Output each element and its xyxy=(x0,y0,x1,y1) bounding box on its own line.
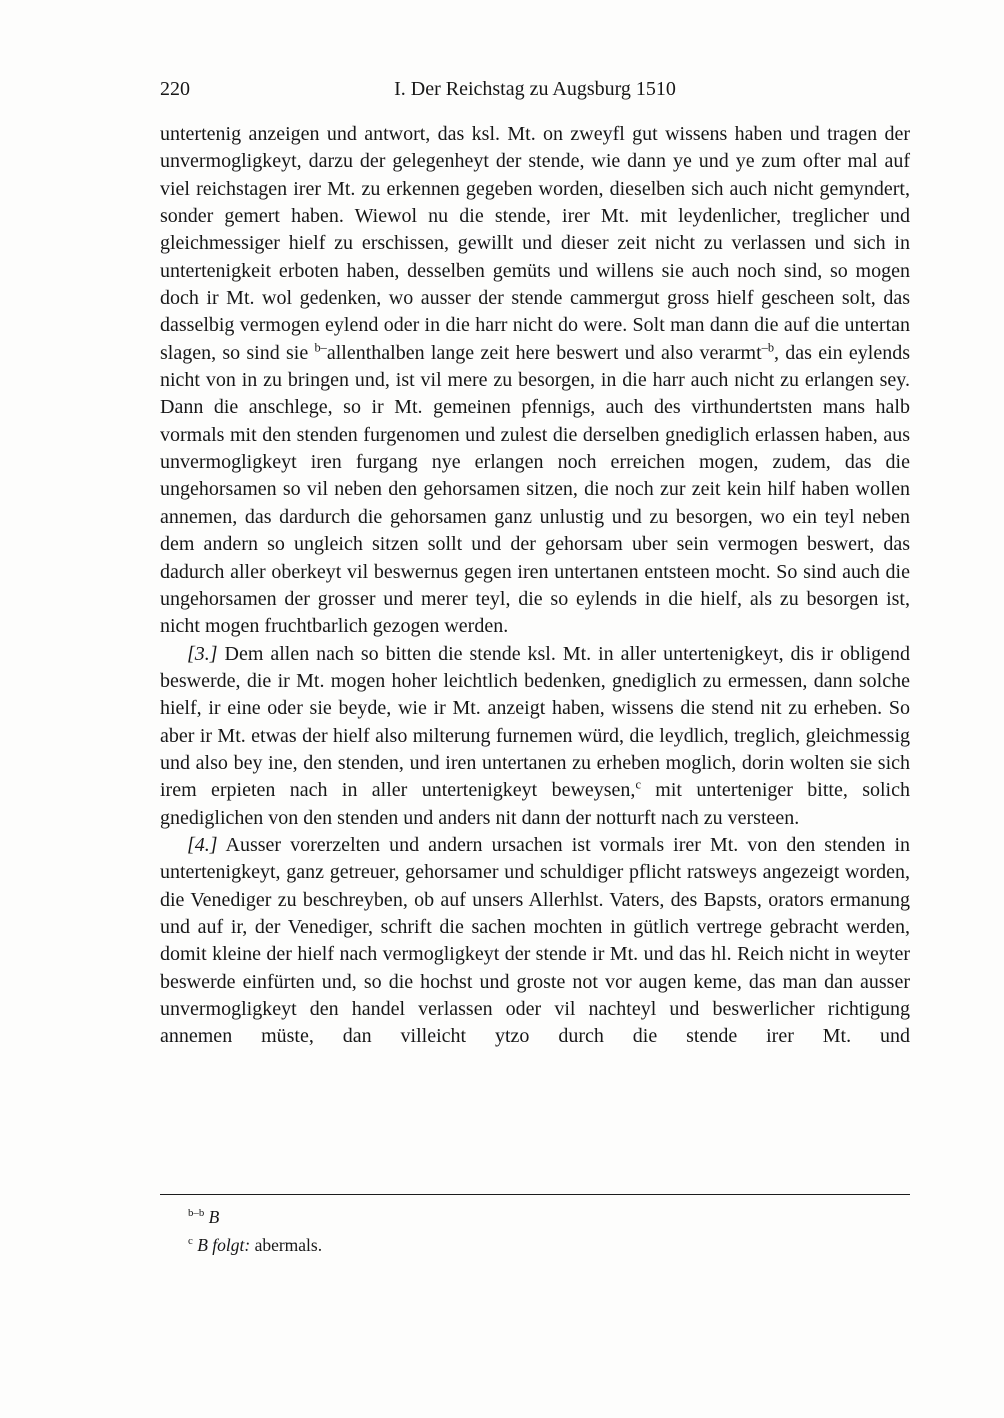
footnote-b: $^{b-b}$ B xyxy=(188,1207,220,1227)
footnote-rule xyxy=(160,1194,910,1195)
running-head: I. Der Reichstag zu Augsburg 1510 xyxy=(394,78,676,100)
footnote-block xyxy=(160,1194,910,1259)
page-number: 220 xyxy=(160,78,190,100)
paragraph-4: [4.] Ausser vorerzelten und andern ursachen ist vormals irer Mt. von den stenden in untertenigkeyt, ganz getreuer, gehorsamer und schuldiger pflicht ratsweys angezeigt worden, die Venediger zu beschreyben, ob auf unsers Allerhlst. Vaters, des Bapsts, orators ermanung und auf ir, der Venediger, schrift die sachen mochten in gütlich vertrege gebracht werden, domit kleine der hielf nach vermogligkeyt der stende ir Mt. und das hl. Reich nicht in weyter beswerde einfürten und, so die hochst und groste not vor augen keme, das man dan ausser unvermogligkeyt den handel verlassen oder vil nachteyl und beswerlicher richtigung annemen müste, dan villeicht ytzo durch die stende irer Mt. und xyxy=(160,833,910,1048)
footnote-list xyxy=(160,1204,910,1259)
page-header xyxy=(160,78,910,101)
paragraph-continuation: untertenig anzeigen und antwort, das ksl. Mt. on zweyfl gut wissens haben und tragen der unvermogligkeyt, darzu der gelegenheyt der stende, wie dann ye und ye zum ofter mal auf viel reichstagen irer Mt. zu erkennen gegeben worden, dieselben sich auch nicht gemyndert, sonder gemert haben. Wiewol nu die stende, irer Mt. mit leydenlicher, treglicher und gleichmessiger hielf zu erschissen, gewillt und dieser zeit nicht zu verlassen und sich in untertenigkeit erboten haben, desselben gemüts und willens sie auch noch sind, so mogen doch ir Mt. wol gedenken, wo ausser der stende cammergut gross hielf gescheen solt, das dasselbig vermogen eylend oder in die harr nicht do were. Solt man dann die auf die untertan slagen, so sind sie $^{b-}$allenthalben lange zeit here beswert und also verarmt$^{-b}$, das ein eylends nicht von in zu bringen und, ist vil mere zu besorgen, in die harr auch nicht zu erlangen sey. Dann die anschlege, so ir Mt. gemeinen pfennigs, auch des virthundertsten mans halb vormals mit den stenden furgenomen und zulest die derselben gnediglich erlassen haben, aus unvermogligkeyt iren furgang nye erlangen noch erreichen mogen, zudem, das die ungehorsamen so vil neben den gehorsamen sitzen, die noch zur zeit kein hilf haben wollen annemen, das dardurch die gehorsamen ganz unlustig und zu besorgen, wo ein teyl neben dem andern so ungleich sitzen sollt und der gehorsam uber sein vermogen beswert, das dadurch aller oberkeyt vil beswernus gegen iren untertanen entsteen mocht. So sind auch die ungehorsamen der grosser und merer teyl, die so eylends in die hielf, als zu besorgen ist, nicht mogen fruchtbarlich gezogen werden. xyxy=(160,123,911,638)
body-text xyxy=(160,121,910,1051)
footnote-c: $^c$ B folgt: abermals. xyxy=(188,1234,323,1255)
paragraph-3: [3.] Dem allen nach so bitten die stende ksl. Mt. in aller untertenigkeyt, dis ir obligend beswerde, die ir Mt. mogen hoher leichtlich bedenken, gnediglich zu ermessen, dann solche hielf, ir eine oder sie beyde, wie ir Mt. anzeigt haben, wissens die stend nit zu erheben. So aber ir Mt. etwas der hielf also milterung furnemen würd, die leydlich, treglich, gleichmessig und also bey ine, den stenden, und iren untertanen zu erheben moglich, dorin wolten sie sich irem erpieten nach in aller untertenigkeyt beweysen,$^c$ mit unterteniger bitte, solich gnediglichen von den stenden und anders nit dann der notturft nach zu versteen. xyxy=(160,642,910,829)
